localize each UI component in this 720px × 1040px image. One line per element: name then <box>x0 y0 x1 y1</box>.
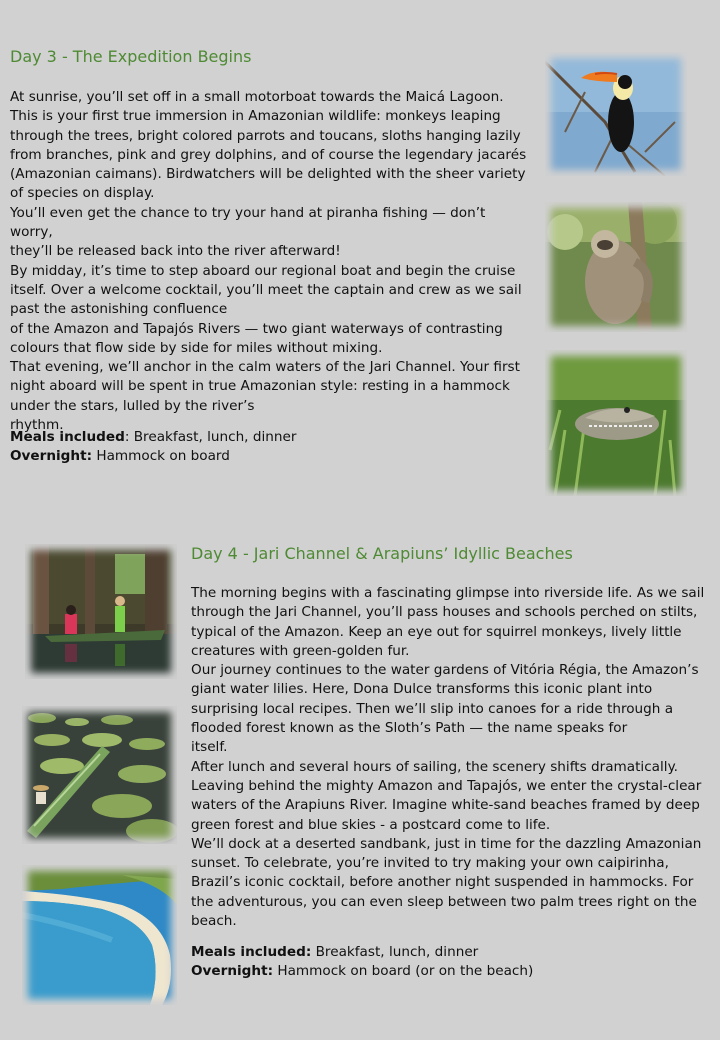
day4-line: green forest and blue skies - a postcard come to life. <box>191 816 551 833</box>
day4-line: creatures with green-golden fur. <box>191 642 410 659</box>
day3-line: they’ll be released back into the river afterward! <box>10 243 341 260</box>
day3-title: Day 3 - The Expedition Begins <box>10 47 252 66</box>
overnight-label: Overnight: <box>10 448 93 465</box>
meals-label: Meals included: <box>191 944 312 960</box>
day3-line: (Amazonian caimans). Birdwatchers will be delighted with the sheer variety <box>10 166 526 183</box>
day3-line: of species on display. <box>10 185 155 202</box>
day3-line: By midday, it’s time to step aboard our regional boat and begin the cruise <box>10 262 516 279</box>
meals-value: Breakfast, lunch, dinner <box>311 944 479 960</box>
day3-line: rhythm. <box>10 417 64 434</box>
day3-line: At sunrise, you’ll set off in a small motorboat towards the Maicá Lagoon. <box>10 89 504 105</box>
day4-title: Day 4 - Jari Channel & Arapiuns’ Idyllic Beaches <box>191 544 573 563</box>
day4-overnight <box>191 962 716 981</box>
day4-line: waters of the Arapiuns River. Imagine white-sand beaches framed by deep <box>191 797 700 814</box>
canoe-flooded-forest-photo <box>25 544 177 679</box>
overnight-value: Hammock on board (or on the beach) <box>273 963 534 980</box>
day3-line: under the stars, lulled by the river’s <box>10 397 255 414</box>
day3-line: itself. Over a welcome cocktail, you’ll meet the captain and crew as we sail <box>10 281 522 298</box>
meals-value: : Breakfast, lunch, dinner <box>124 429 297 445</box>
day3-line: past the astonishing confluence <box>10 301 228 318</box>
day4-line: beach. <box>191 913 237 930</box>
day4-line: typical of the Amazon. Keep an eye out for squirrel monkeys, lively little <box>191 623 682 640</box>
day4-line: We’ll dock at a deserted sandbank, just in time for the dazzling Amazonian <box>191 835 702 852</box>
day3-line: This is your first true immersion in Amazonian wildlife: monkeys leaping <box>10 108 501 125</box>
sloth-photo <box>545 202 687 332</box>
day3-body <box>10 88 530 435</box>
day4-line: itself. <box>191 739 228 756</box>
day3-overnight <box>10 447 530 466</box>
day3-line: You’ll even get the chance to try your hand at piranha fishing — don’t worry, <box>10 204 486 241</box>
day4-details <box>191 943 716 982</box>
day4-line: through the Jari Channel, you’ll pass houses and schools perched on stilts, <box>191 604 698 621</box>
day4-line: After lunch and several hours of sailing, the scenery shifts dramatically. <box>191 758 678 775</box>
overnight-value: Hammock on board <box>92 448 230 465</box>
day3-meals <box>10 428 530 447</box>
caiman-photo <box>545 350 687 496</box>
toucan-photo <box>545 52 687 176</box>
day4-line: surprising local recipes. Then we’ll slip into canoes for a ride through a <box>191 700 674 717</box>
day4-meals <box>191 943 716 962</box>
day3-line: night aboard will be spent in true Amazonian style: resting in a hammock <box>10 378 510 395</box>
overnight-label: Overnight: <box>191 963 274 980</box>
day3-line: of the Amazon and Tapajós Rivers — two giant waterways of contrasting <box>10 320 503 337</box>
water-lilies-photo <box>22 706 177 844</box>
day4-line: sunset. To celebrate, you’re invited to try making your own caipirinha, <box>191 855 669 872</box>
day3-details <box>10 428 530 467</box>
day3-line: colours that flow side by side for miles without mixing. <box>10 339 383 356</box>
day4-line: Our journey continues to the water gardens of Vitória Régia, the Amazon’s <box>191 662 699 679</box>
day3-line: from branches, pink and grey dolphins, and of course the legendary jacarés <box>10 146 527 163</box>
sandbank-aerial-photo <box>22 865 177 1005</box>
day4-line: Leaving behind the mighty Amazon and Tapajós, we enter the crystal-clear <box>191 777 702 794</box>
day4-line: the adventurous, you can even sleep between two palm trees right on the <box>191 893 697 910</box>
day4-line: flooded forest known as the Sloth’s Path — the name speaks for <box>191 720 628 737</box>
day4-body <box>191 584 716 931</box>
day4-line: giant water lilies. Here, Dona Dulce transforms this iconic plant into <box>191 681 653 698</box>
day4-line: The morning begins with a fascinating glimpse into riverside life. As we sail <box>191 585 705 601</box>
day3-line: That evening, we’ll anchor in the calm waters of the Jari Channel. Your first <box>10 359 520 376</box>
day4-line: Brazil’s iconic cocktail, before another night suspended in hammocks. For <box>191 874 694 891</box>
day3-line: through the trees, bright colored parrots and toucans, sloths hanging lazily <box>10 127 521 144</box>
meals-label: Meals included <box>10 429 125 445</box>
